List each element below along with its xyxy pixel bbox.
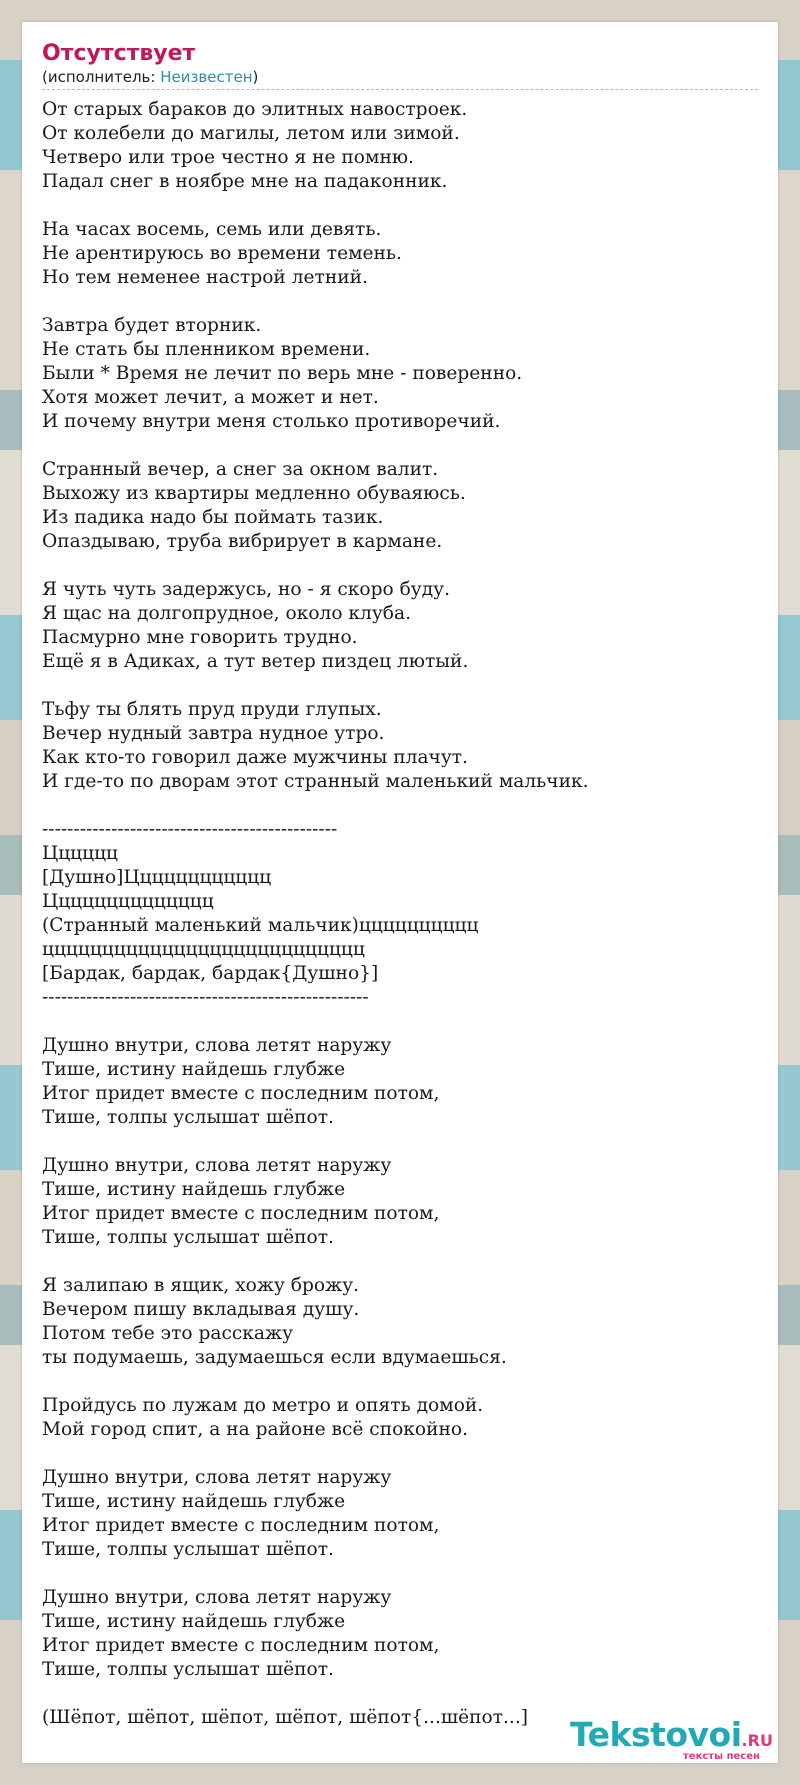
- lyric-stanza: [42, 578, 758, 674]
- lyric-line: Пройдусь по лужам до метро и опять домой.: [42, 1395, 484, 1416]
- lyric-line: Ещё я в Адиках, а тут ветер пиздец лютый.: [42, 651, 469, 672]
- lyric-line: И где-то по дворам этот странный маленький мальчик.: [42, 771, 589, 792]
- lyric-stanza: [42, 698, 758, 794]
- lyric-line: Вечером пишу вкладывая душу.: [42, 1299, 360, 1320]
- lyric-line: Не арентируюсь во времени темень.: [42, 243, 402, 264]
- lyric-line: ты подумаешь, задумаешься если вдумаешься.: [42, 1347, 507, 1368]
- lyric-stanza: [42, 1394, 758, 1442]
- lyric-line: ----------------------------------------------------: [42, 987, 369, 1008]
- lyric-line: Тише, толпы услышат шёпот.: [42, 1539, 334, 1560]
- lyric-line: Падал снег в ноябре мне на падаконник.: [42, 171, 448, 192]
- lyric-line: Тише, истину найдешь глубже: [42, 1059, 346, 1080]
- lyric-line: Цццццц: [42, 843, 119, 864]
- lyric-line: Из падика надо бы поймать тазик.: [42, 507, 384, 528]
- lyric-line: Вечер нудный завтра нудное утро.: [42, 723, 385, 744]
- artist-prefix: (исполнитель:: [42, 68, 161, 86]
- lyric-line: ццццццццццццццццццццццццццц: [42, 939, 365, 960]
- logo-tagline: тексты песен: [683, 1751, 760, 1762]
- lyric-stanza: [42, 314, 758, 434]
- lyric-stanza: [42, 458, 758, 554]
- lyric-line: Завтра будет вторник.: [42, 315, 262, 336]
- logo-tld: .RU: [741, 1731, 773, 1750]
- lyric-line: Итог придет вместе с последним потом,: [42, 1515, 440, 1536]
- lyric-line: Были * Время не лечит по верь мне - поверенно.: [42, 363, 523, 384]
- lyric-line: От старых бараков до элитных навостроек.: [42, 99, 468, 120]
- lyric-stanza: [42, 1586, 758, 1682]
- lyric-line: Опаздываю, труба вибрирует в кармане.: [42, 531, 443, 552]
- lyric-line: На часах восемь, семь или девять.: [42, 219, 382, 240]
- lyric-stanza: [42, 98, 758, 194]
- lyric-line: Но тем неменее настрой летний.: [42, 267, 368, 288]
- lyric-line: Тише, толпы услышат шёпот.: [42, 1227, 334, 1248]
- artist-link[interactable]: Неизвестен: [160, 68, 253, 86]
- lyric-line: (Странный маленький мальчик)цццццццццц: [42, 915, 479, 936]
- song-header: [42, 40, 758, 90]
- lyric-line: Выхожу из квартиры медленно обуваяюсь.: [42, 483, 466, 504]
- lyric-line: Как кто-то говорил даже мужчины плачут.: [42, 747, 468, 768]
- lyric-line: Душно внутри, слова летят наружу: [42, 1035, 392, 1056]
- lyric-line: Четверо или трое честно я не помню.: [42, 147, 414, 168]
- lyric-line: [Бардак, бардак, бардак{Душно}]: [42, 963, 379, 984]
- lyric-line: Мой город спит, а на районе всё спокойно.: [42, 1419, 469, 1440]
- lyric-line: Душно внутри, слова летят наружу: [42, 1467, 392, 1488]
- lyric-stanza: [42, 1154, 758, 1250]
- lyric-stanza: [42, 818, 758, 1010]
- lyric-stanza: [42, 1034, 758, 1130]
- lyric-line: Потом тебе это расскажу: [42, 1323, 294, 1344]
- lyric-line: (Шёпот, шёпот, шёпот, шёпот, шёпот{...шёпот...]: [42, 1707, 528, 1728]
- lyric-line: Хотя может лечит, а может и нет.: [42, 387, 379, 408]
- lyric-line: От колебели до магилы, летом или зимой.: [42, 123, 460, 144]
- lyric-line: Тише, толпы услышат шёпот.: [42, 1107, 334, 1128]
- lyric-line: Не стать бы пленником времени.: [42, 339, 371, 360]
- lyric-line: Итог придет вместе с последним потом,: [42, 1083, 440, 1104]
- lyric-stanza: [42, 1274, 758, 1370]
- lyric-line: Тише, истину найдешь глубже: [42, 1179, 346, 1200]
- lyric-line: Душно внутри, слова летят наружу: [42, 1587, 392, 1608]
- lyric-line: [Душно]Цццццццццццц: [42, 867, 272, 888]
- lyric-line: Цццццццццццццц: [42, 891, 214, 912]
- lyric-line: Итог придет вместе с последним потом,: [42, 1635, 440, 1656]
- lyrics-card: [22, 22, 778, 1763]
- lyric-line: -----------------------------------------------: [42, 819, 338, 840]
- lyrics-text: [42, 98, 758, 1754]
- lyric-line: Я щас на долгопрудное, около клуба.: [42, 603, 411, 624]
- lyric-line: Душно внутри, слова летят наружу: [42, 1155, 392, 1176]
- lyric-line: Тише, толпы услышат шёпот.: [42, 1659, 334, 1680]
- lyric-line: Тише, истину найдешь глубже: [42, 1491, 346, 1512]
- lyric-line: Пасмурно мне говорить трудно.: [42, 627, 358, 648]
- artist-suffix: ): [252, 68, 259, 86]
- lyric-line: Я чуть чуть задержусь, но - я скоро буду.: [42, 579, 451, 600]
- artist-line: [42, 68, 758, 87]
- lyric-stanza: [42, 1466, 758, 1562]
- logo-name: Tekstovoi: [570, 1715, 742, 1754]
- lyric-line: Тише, истину найдешь глубже: [42, 1611, 346, 1632]
- lyric-line: Я залипаю в ящик, хожу брожу.: [42, 1275, 360, 1296]
- lyric-line: И почему внутри меня столько противоречий.: [42, 411, 501, 432]
- lyric-line: Итог придет вместе с последним потом,: [42, 1203, 440, 1224]
- site-logo[interactable]: [570, 1717, 785, 1763]
- lyric-line: Тьфу ты блять пруд пруди глупых.: [42, 699, 382, 720]
- lyric-stanza: [42, 218, 758, 290]
- lyric-line: Странный вечер, а снег за окном валит.: [42, 459, 439, 480]
- song-title: Отсутствует: [42, 41, 196, 66]
